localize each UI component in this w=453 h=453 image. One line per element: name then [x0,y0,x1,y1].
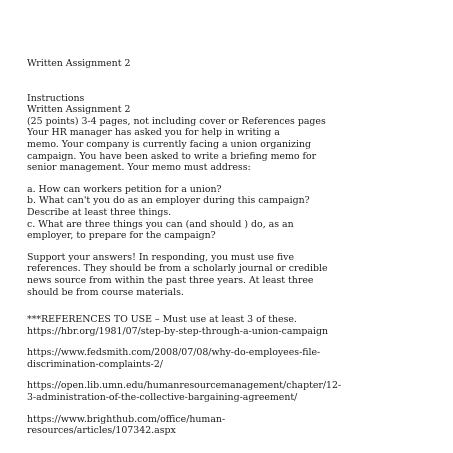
support-block [27,252,433,298]
reference-link[interactable]: https://www.brighthub.com/office/human- [27,413,226,425]
reference-link[interactable]: https://hbr.org/1981/07/step-by-step-through-a-union-campaign [27,325,328,337]
reference-link[interactable]: https://www.fedsmith.com/2008/07/08/why-do-employees-file- [27,347,321,359]
support-line: references. They should be from a scholarly journal or credible [27,263,328,275]
support-line: news source from within the past three years. At least three [27,274,314,286]
reference-item [27,347,433,370]
instructions-line: Written Assignment 2 [27,104,131,116]
instructions-line: memo. Your company is currently facing a union organizing [27,138,312,150]
questions-block [27,184,433,242]
title-line: Written Assignment 2 [27,58,131,69]
reference-link[interactable]: https://open.lib.umn.edu/humanresourcemanagement/chapter/12- [27,380,342,392]
question-line: a. How can workers petition for a union? [27,183,222,195]
reference-item [27,380,433,403]
reference-item [27,414,433,437]
instructions-line: senior management. Your memo must address: [27,162,251,174]
references-heading-text: ***REFERENCES TO USE – Must use at least 3 of these. [27,314,297,326]
document-title [27,58,433,70]
question-line: employer, to prepare for the campaign? [27,230,216,242]
instructions-line: campaign. You have been asked to write a briefing memo for [27,150,317,162]
reference-link[interactable]: resources/articles/107342.aspx [27,425,176,437]
question-line: c. What are three things you can (and should ) do, as an [27,218,294,230]
references-heading [27,314,433,326]
reference-link[interactable]: 3-administration-of-the-collective-bargaining-agreement/ [27,392,298,404]
instructions-line: Your HR manager has asked you for help in writing a [27,127,280,139]
reference-item [27,326,433,338]
reference-link[interactable]: discrimination-complaints-2/ [27,358,163,370]
instructions-block [27,93,433,174]
support-line: should be from course materials. [27,286,184,298]
support-line: Support your answers! In responding, you must use five [27,251,294,263]
instructions-line: Instructions [27,92,85,104]
question-line: b. What can't you do as an employer during this campaign? [27,195,310,207]
question-line: Describe at least three things. [27,206,172,218]
instructions-line: (25 points) 3-4 pages, not including cover or References pages [27,115,326,127]
